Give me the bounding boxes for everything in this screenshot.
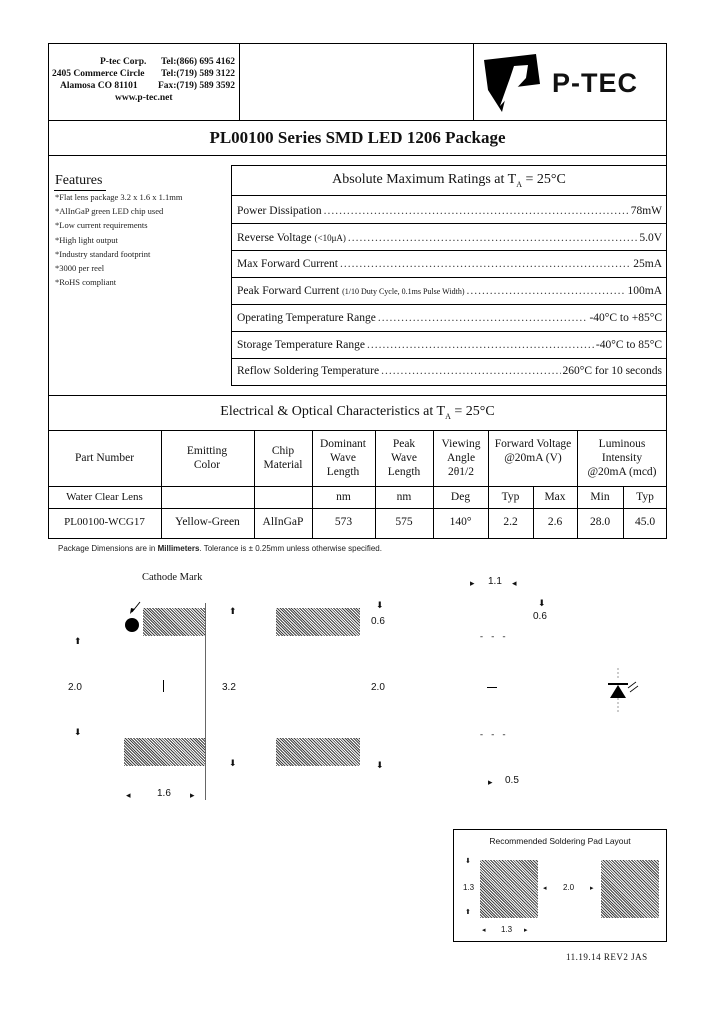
dim-2-0-left: 2.0 — [68, 682, 82, 693]
abs-row-operating-temp: Operating Temperature Range ..... -40°C to +85°C — [237, 311, 662, 325]
dim-0-6-right: 0.6 — [533, 611, 547, 622]
dim-2-0-right: 2.0 — [371, 682, 385, 693]
eo-cell: AlInGaP — [262, 516, 304, 528]
eo-unit: Min — [590, 491, 610, 503]
abs-row-reverse-voltage: Reverse Voltage (<10μA) ..... 5.0V — [237, 231, 662, 245]
eo-cell: 2.6 — [547, 516, 563, 528]
eo-cell: PL00100-WCG17 — [64, 516, 145, 528]
cathode-mark-label: Cathode Mark — [142, 572, 203, 583]
dim-arrow-left-icon: ◂ — [482, 927, 486, 934]
dim-arrow-down-icon: ⬇ — [229, 758, 237, 768]
dim-arrow-up-icon: ⬆ — [229, 606, 237, 616]
company-fax: Fax:(719) 589 3592 — [157, 81, 235, 91]
features-heading: Features — [55, 173, 103, 188]
abs-row-reflow: Reflow Soldering Temperature ..... 260°C for 10 seconds — [237, 364, 662, 378]
revision-footer: 11.19.14 REV2 JAS — [566, 952, 648, 962]
header-divider-2 — [473, 43, 474, 121]
dim-arrow-left-icon: ◂ — [543, 885, 547, 892]
feature-item: *AlInGaP green LED chip used — [55, 206, 164, 217]
top-view-edge — [205, 603, 206, 800]
dim-arrow-right-icon: ▸ — [524, 927, 528, 934]
solder-pad-left — [480, 860, 538, 918]
abs-row-power: Power Dissipation ..... 78mW — [237, 204, 662, 218]
side-view-dash: - - - — [480, 631, 509, 641]
eo-unit: nm — [336, 491, 351, 503]
title-bottom-rule — [48, 155, 667, 156]
feature-item: *Flat lens package 3.2 x 1.6 x 1.1mm — [55, 192, 183, 202]
feature-item: *RoHS compliant — [55, 277, 117, 288]
eo-rule — [48, 508, 667, 509]
eo-cell: 140° — [449, 516, 472, 528]
solder-dim-2-0: 2.0 — [563, 883, 575, 892]
dim-0-5: 0.5 — [505, 775, 519, 786]
top-view-pad-top — [143, 608, 205, 636]
abs-rule — [231, 304, 667, 305]
eo-header-part-number: Part Number — [74, 452, 135, 464]
company-name: P-tec Corp. — [100, 57, 147, 67]
eo-header-luminous-intensity: Luminous Intensity @20mA (mcd) — [587, 438, 657, 478]
eo-header-emitting-color: Emitting Color — [186, 445, 228, 471]
eo-header-chip-material: Chip Material — [263, 445, 303, 471]
dim-arrow-right-icon: ▸ — [470, 578, 475, 588]
solder-dim-1-3-horizontal: 1.3 — [501, 925, 513, 934]
eo-cell: 573 — [334, 516, 353, 528]
eo-unit: Deg — [450, 491, 471, 503]
dim-arrow-up-icon: ⬆ — [74, 636, 82, 646]
side-view-body — [487, 687, 497, 688]
abs-row-storage-temp: Storage Temperature Range ..... -40°C to 85°C — [237, 338, 662, 352]
abs-rule — [231, 331, 667, 332]
abs-rule — [231, 358, 667, 359]
ptec-logo — [480, 50, 665, 116]
dim-arrow-left-icon: ◂ — [126, 790, 131, 800]
dim-arrow-right-icon: ▸ — [590, 885, 594, 892]
dim-arrow-down-icon: ⬇ — [74, 727, 82, 737]
eo-cell: Yellow-Green — [175, 516, 240, 528]
eo-cell: 2.2 — [503, 516, 518, 528]
abs-row-max-forward: Max Forward Current ..... 25mA — [237, 257, 662, 271]
dim-arrow-down-icon: ⬇ — [465, 858, 471, 865]
eo-unit: Typ — [501, 491, 520, 503]
abs-rule — [231, 195, 667, 196]
side-view-dash: - - - — [480, 729, 509, 739]
eo-header-dominant-wave: Dominant Wave Length — [320, 438, 366, 478]
feature-item: *3000 per reel — [55, 263, 105, 274]
eo-unit: nm — [396, 491, 412, 503]
eo-cell: 575 — [395, 516, 413, 528]
solder-pad-right — [601, 860, 659, 918]
solder-pad-title: Recommended Soldering Pad Layout — [489, 836, 631, 846]
top-view-pad-bottom — [124, 738, 205, 766]
company-web: www.p-tec.net — [115, 93, 173, 103]
dim-arrow-down-icon: ⬇ — [538, 598, 546, 608]
abs-rule — [231, 277, 667, 278]
features-list — [55, 190, 225, 289]
logo-text: P-TEC — [552, 68, 638, 98]
eo-cell: 28.0 — [589, 516, 611, 528]
eo-cell: 45.0 — [634, 516, 656, 528]
feature-item: *High light output — [55, 234, 118, 245]
eo-header-forward-voltage: Forward Voltage @20mA (V) — [494, 438, 572, 464]
top-view-centerline — [163, 680, 164, 692]
company-contact-block — [52, 56, 235, 104]
solder-dim-1-3-vertical: 1.3 — [463, 883, 475, 892]
company-tel1: Tel:(866) 695 4162 — [160, 57, 235, 67]
dim-arrow-right-icon: ▸ — [190, 790, 195, 800]
page-title: PL00100 Series SMD LED 1206 Package — [209, 128, 506, 147]
eo-unit: Water Clear Lens — [66, 491, 143, 503]
dim-arrow-up-icon: ⬆ — [465, 909, 471, 916]
dim-1-1: 1.1 — [488, 576, 502, 587]
abs-max-heading: Absolute Maximum Ratings at $T_A = 25^\circ C$ — [332, 172, 566, 189]
diode-symbol-icon — [600, 662, 640, 722]
eo-heading: Electrical & Optical Characteristics at $T_A = 25^\circ C$ — [220, 404, 495, 421]
bottom-view-pad-bottom — [276, 738, 360, 766]
abs-max-table — [231, 165, 667, 386]
header-bottom-rule — [48, 120, 667, 121]
dim-arrow-down-icon: ⬇ — [376, 600, 384, 610]
eo-unit: Max — [544, 491, 566, 503]
dim-3-2: 3.2 — [222, 682, 236, 693]
company-address1: 2405 Commerce Circle — [52, 69, 145, 79]
dim-arrow-down-icon: ⬇ — [376, 760, 384, 770]
feature-item: *Low current requirements — [55, 220, 148, 231]
dim-0-6-left: 0.6 — [371, 616, 385, 627]
header-divider-1 — [239, 43, 240, 121]
company-address2: Alamosa CO 81101 — [60, 81, 138, 91]
dim-1-6: 1.6 — [157, 788, 171, 799]
abs-row-peak-forward: Peak Forward Current (1/10 Duty Cycle, 0.1ms Pulse Width) ..... 100mA — [237, 284, 662, 299]
eo-rule — [48, 430, 667, 431]
package-note: Package Dimensions are in Millimeters. Tolerance is ± 0.25mm unless otherwise specified. — [58, 544, 382, 553]
bottom-view-pad-top — [276, 608, 360, 636]
ptec-logo-icon — [480, 50, 552, 116]
eo-header-viewing-angle: Viewing Angle 2θ1/2 — [441, 438, 481, 478]
company-tel2: Tel:(719) 589 3122 — [160, 69, 235, 79]
abs-rule — [231, 223, 667, 224]
abs-rule — [231, 250, 667, 251]
dim-arrow-left-icon: ◂ — [512, 578, 517, 588]
cathode-mark-dot — [125, 618, 139, 632]
feature-item: *Industry standard footprint — [55, 248, 151, 259]
eo-top-rule — [48, 395, 667, 396]
eo-header-peak-wave: Peak Wave Length — [387, 438, 421, 478]
eo-rule — [48, 486, 667, 487]
eo-unit: Typ — [636, 491, 654, 503]
dim-arrow-right-icon: ▸ — [488, 777, 493, 787]
